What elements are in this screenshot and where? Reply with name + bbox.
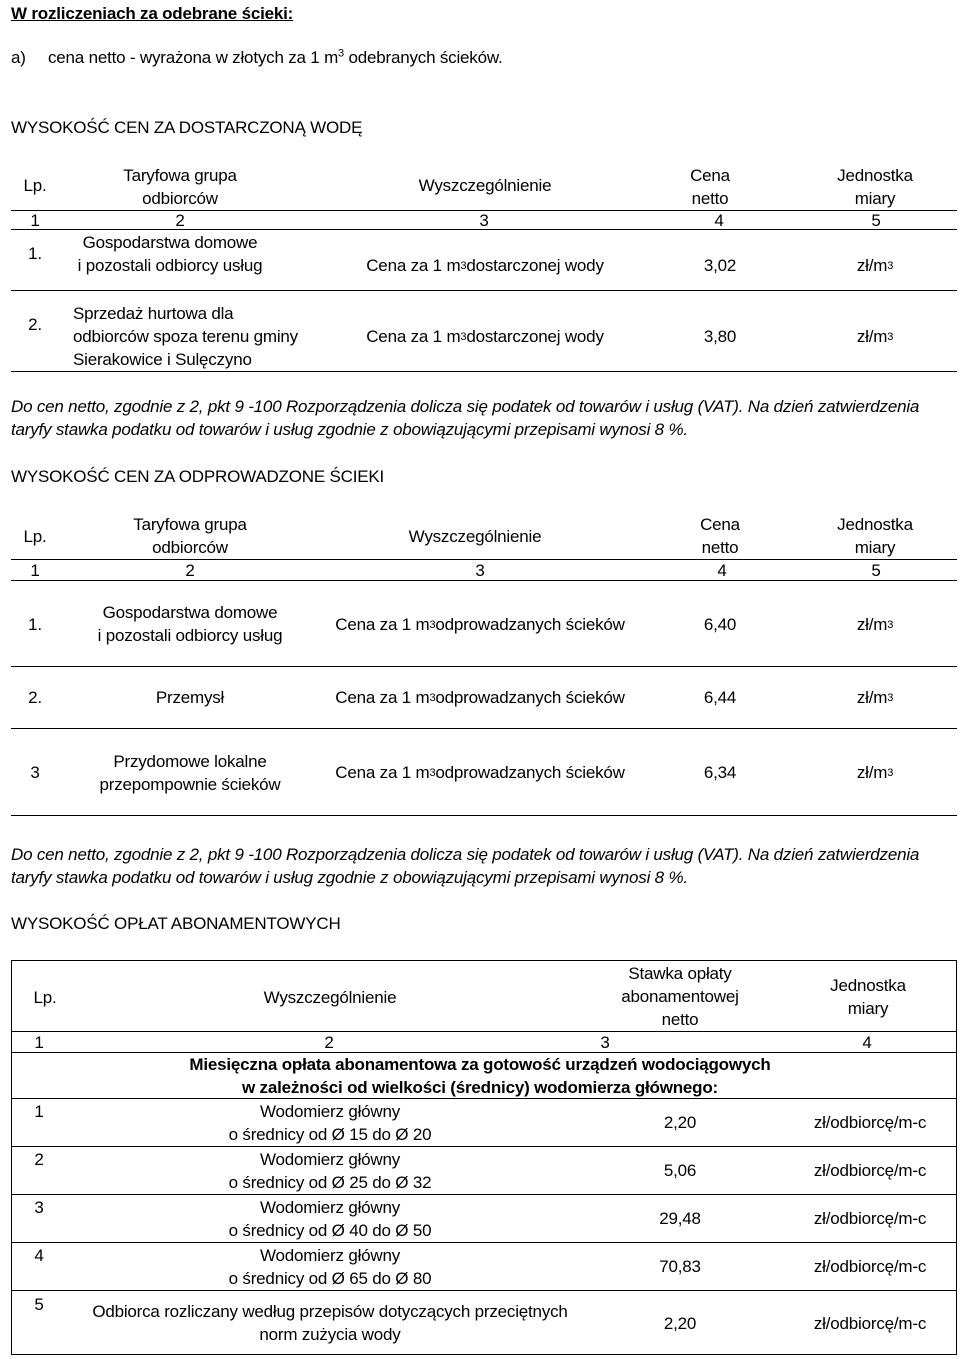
water-colnum: 2 bbox=[175, 210, 185, 230]
sewage-row-spec: Cena za 1 m 3 odprowadzanych ścieków bbox=[335, 688, 625, 707]
sewage-header-price-1: Cena bbox=[700, 515, 740, 534]
sewage-row-group: przepompownie ścieków bbox=[99, 775, 281, 794]
subscription-row-lp: 1 bbox=[34, 1102, 44, 1121]
subscription-row-rate: 29,48 bbox=[659, 1209, 701, 1228]
water-title: WYSOKOŚĆ CEN ZA DOSTARCZONĄ WODĘ bbox=[11, 118, 363, 137]
sewage-vat-note: Do cen netto, zgodnie z 2, pkt 9 -100 Rozporządzenia dolicza się podatek od towarów i usług (VAT). Na dzień zatwierdzenia bbox=[11, 845, 920, 864]
water-colnum: 1 bbox=[30, 210, 40, 230]
sewage-row-group: Przemysł bbox=[155, 688, 225, 707]
sewage-row-lp: 2. bbox=[28, 688, 42, 707]
subscription-header-spec: Wyszczególnienie bbox=[263, 988, 397, 1007]
sewage-row-spec: Cena za 1 m 3 odprowadzanych ścieków bbox=[335, 615, 625, 634]
water-row-unit: zł/m 3 bbox=[856, 256, 894, 275]
sewage-row-unit: zł/m 3 bbox=[856, 688, 894, 707]
water-header-spec: Wyszczególnienie bbox=[418, 176, 552, 195]
water-row-group: Sprzedaż hurtowa dla bbox=[73, 304, 234, 323]
subscription-row-spec: o średnicy od Ø 65 do Ø 80 bbox=[228, 1269, 432, 1288]
water-row-spec: Cena za 1 m 3 dostarczonej wody bbox=[366, 327, 604, 346]
subscription-header-unit-2: miary bbox=[847, 999, 889, 1018]
subscription-row-rate: 5,06 bbox=[663, 1161, 697, 1180]
sewage-header-group-1: Taryfowa grupa bbox=[133, 515, 247, 534]
intro-item-label: a) bbox=[11, 48, 26, 67]
subscription-row-spec: norm zużycia wody bbox=[259, 1325, 401, 1344]
water-row-group: odbiorców spoza terenu gminy bbox=[73, 327, 298, 346]
water-header-price-1: Cena bbox=[690, 166, 730, 185]
intro-heading: W rozliczeniach za odebrane ścieki: bbox=[11, 4, 294, 23]
subscription-section-heading: Miesięczna opłata abonamentowa za gotowość urządzeń wodociągowych bbox=[189, 1055, 771, 1074]
water-row-lp: 2. bbox=[28, 315, 42, 334]
sewage-colnum: 3 bbox=[475, 560, 485, 580]
subscription-colnum: 2 bbox=[324, 1032, 334, 1052]
water-header-unit-2: miary bbox=[854, 189, 896, 208]
water-row-group: Sierakowice i Sulęczyno bbox=[73, 350, 252, 369]
subscription-header-rate-1: Stawka opłaty bbox=[628, 964, 732, 983]
water-header-group-2: odbiorców bbox=[142, 189, 218, 208]
subscription-row-spec: Odbiorca rozliczany według przepisów dotyczących przeciętnych bbox=[92, 1302, 568, 1321]
water-row-lp: 1. bbox=[28, 244, 42, 263]
sewage-title: WYSOKOŚĆ CEN ZA ODPROWADZONE ŚCIEKI bbox=[11, 467, 385, 486]
sewage-row-price: 6,34 bbox=[703, 763, 737, 782]
subscription-row-rate: 2,20 bbox=[663, 1314, 697, 1333]
sewage-header-price-2: netto bbox=[701, 538, 739, 557]
water-header-price-2: netto bbox=[691, 189, 729, 208]
subscription-row-spec: Wodomierz główny bbox=[259, 1150, 401, 1169]
sewage-row-price: 6,40 bbox=[703, 615, 737, 634]
subscription-row-spec: Wodomierz główny bbox=[259, 1246, 401, 1265]
subscription-row-unit: zł/odbiorcę/m-c bbox=[813, 1161, 927, 1180]
water-vat-note-2: taryfy stawka podatku od towarów i usług zgodnie z obowiązującymi przepisami wynosi 8 %. bbox=[11, 420, 688, 439]
subscription-row-spec: o średnicy od Ø 15 do Ø 20 bbox=[228, 1125, 432, 1144]
sewage-row-lp: 3 bbox=[30, 763, 40, 782]
sewage-colnum: 1 bbox=[30, 560, 40, 580]
subscription-title: WYSOKOŚĆ OPŁAT ABONAMENTOWYCH bbox=[11, 914, 341, 933]
water-row-price: 3,02 bbox=[703, 256, 737, 275]
subscription-colnum: 4 bbox=[862, 1032, 872, 1052]
sewage-row-lp: 1. bbox=[28, 615, 42, 634]
water-row-group: i pozostali odbiorcy usług bbox=[77, 256, 263, 275]
subscription-header-rate-2: abonamentowej bbox=[621, 987, 739, 1006]
subscription-row-lp: 3 bbox=[34, 1198, 44, 1217]
subscription-header-rate-3: netto bbox=[661, 1010, 699, 1029]
sewage-row-unit: zł/m 3 bbox=[856, 763, 894, 782]
sewage-header-unit-2: miary bbox=[854, 538, 896, 557]
subscription-row-unit: zł/odbiorcę/m-c bbox=[813, 1257, 927, 1276]
subscription-row-rate: 2,20 bbox=[663, 1113, 697, 1132]
water-vat-note: Do cen netto, zgodnie z 2, pkt 9 -100 Rozporządzenia dolicza się podatek od towarów i usług (VAT). Na dzień zatwierdzenia bbox=[11, 397, 920, 416]
sewage-header-lp: Lp. bbox=[23, 527, 47, 546]
subscription-colnum: 1 bbox=[34, 1032, 44, 1052]
sewage-row-spec: Cena za 1 m 3 odprowadzanych ścieków bbox=[335, 763, 625, 782]
subscription-row-lp: 4 bbox=[34, 1246, 44, 1265]
water-colnum: 5 bbox=[871, 210, 881, 230]
subscription-row-unit: zł/odbiorcę/m-c bbox=[813, 1113, 927, 1132]
subscription-row-unit: zł/odbiorcę/m-c bbox=[813, 1314, 927, 1333]
subscription-header-lp: Lp. bbox=[33, 988, 57, 1007]
water-row-unit: zł/m 3 bbox=[856, 327, 894, 346]
subscription-colnum: 3 bbox=[600, 1032, 610, 1052]
water-colnum: 4 bbox=[714, 210, 724, 230]
water-header-unit-1: Jednostka bbox=[837, 166, 913, 185]
water-row-group: Gospodarstwa domowe bbox=[82, 233, 258, 252]
water-header-group-1: Taryfowa grupa bbox=[123, 166, 237, 185]
sewage-row-unit: zł/m 3 bbox=[856, 615, 894, 634]
subscription-row-spec: o średnicy od Ø 40 do Ø 50 bbox=[228, 1221, 432, 1240]
sewage-header-unit-1: Jednostka bbox=[837, 515, 913, 534]
subscription-row-lp: 5 bbox=[34, 1295, 44, 1314]
sewage-row-group: Gospodarstwa domowe bbox=[102, 603, 278, 622]
sewage-header-spec: Wyszczególnienie bbox=[408, 527, 542, 546]
subscription-row-spec: Wodomierz główny bbox=[259, 1198, 401, 1217]
sewage-header-group-2: odbiorców bbox=[152, 538, 228, 557]
sewage-row-group: i pozostali odbiorcy usług bbox=[97, 626, 283, 645]
water-colnum: 3 bbox=[479, 210, 489, 230]
water-row-spec: Cena za 1 m 3 dostarczonej wody bbox=[366, 256, 604, 275]
water-header-lp: Lp. bbox=[23, 176, 47, 195]
intro-item-text: cena netto - wyrażona w złotych za 1 $m^3$ odebranych ścieków. bbox=[48, 47, 503, 67]
water-row-price: 3,80 bbox=[703, 327, 737, 346]
sewage-colnum: 4 bbox=[717, 560, 727, 580]
subscription-row-rate: 70,83 bbox=[659, 1257, 701, 1276]
sewage-vat-note-2: taryfy stawka podatku od towarów i usług zgodnie z obowiązującymi przepisami wynosi 8 %. bbox=[11, 868, 688, 887]
subscription-row-spec: o średnicy od Ø 25 do Ø 32 bbox=[228, 1173, 432, 1192]
subscription-row-lp: 2 bbox=[34, 1150, 44, 1169]
sewage-colnum: 5 bbox=[871, 560, 881, 580]
sewage-colnum: 2 bbox=[185, 560, 195, 580]
subscription-header-unit-1: Jednostka bbox=[830, 976, 906, 995]
sewage-row-group: Przydomowe lokalne bbox=[113, 752, 267, 771]
subscription-row-spec: Wodomierz główny bbox=[259, 1102, 401, 1121]
subscription-row-unit: zł/odbiorcę/m-c bbox=[813, 1209, 927, 1228]
sewage-row-price: 6,44 bbox=[703, 688, 737, 707]
subscription-section-heading-2: w zależności od wielkości (średnicy) wodomierza głównego: bbox=[241, 1078, 719, 1097]
